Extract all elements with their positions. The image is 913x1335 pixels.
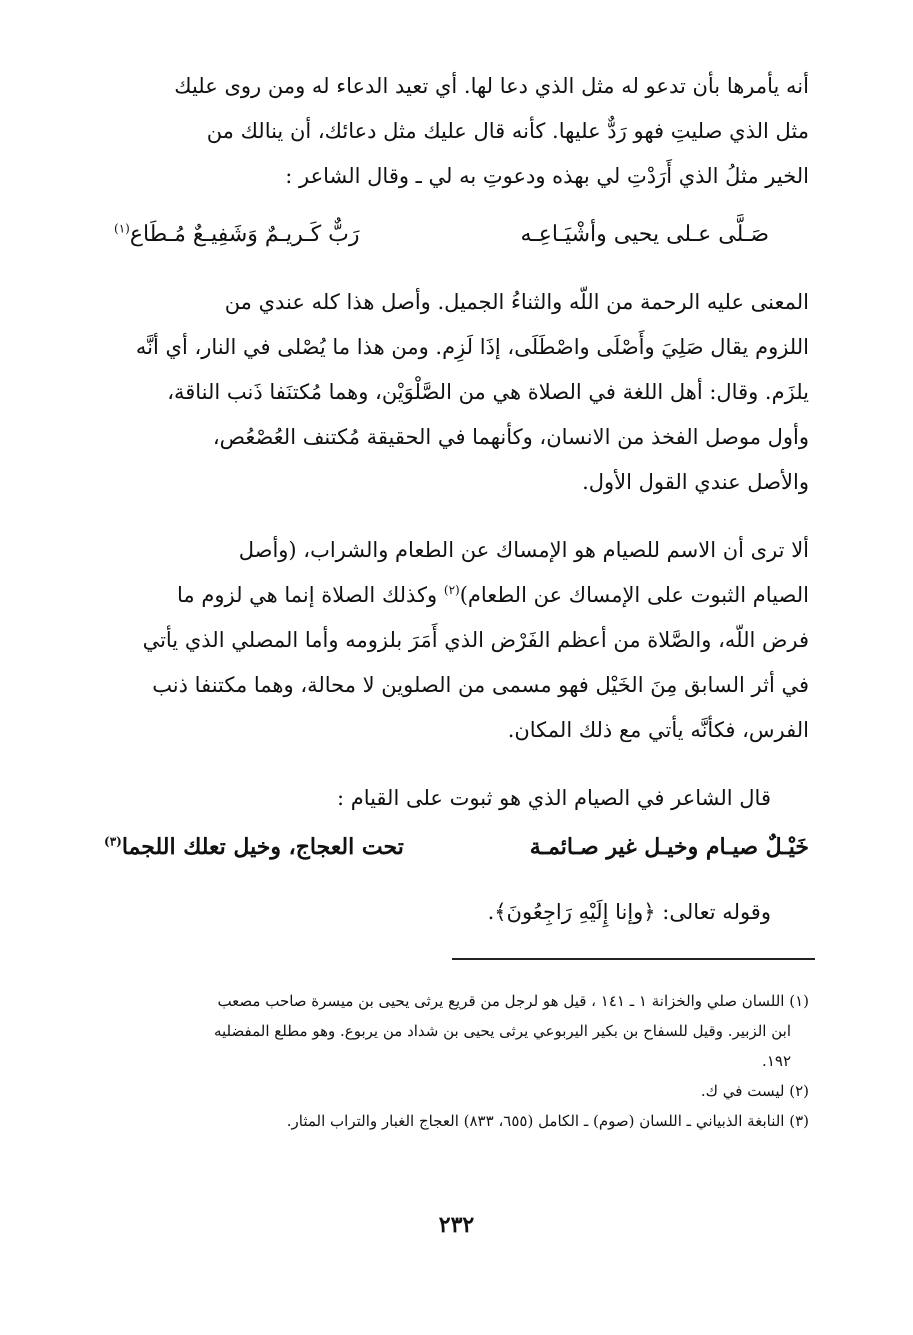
verse-2-second-hemistich [104,834,404,860]
footnote-marker-2: (٢) [443,583,460,597]
text-line: المعنى عليه الرحمة من اللّه والثناءُ الجميل. وأصل هذا كله عندي من [224,290,809,314]
text-line: وأول موصل الفخذ من الانسان، وكأنهما في الحقيقة مُكتنف العُصْعُص، [212,425,809,449]
paragraph-2 [104,280,809,505]
text-line: في أثر السابق مِنَ الخَيْل فهو مسمى من الصلوين لا محالة، وهما مكتنفا ذنب [152,673,809,697]
footnote-1-line: ابن الزبير. وقيل للسفاح بن بكير اليربوعي يرثى يحيى بن شداد من يربوع. وهو مطلع المفضليه [213,1022,791,1040]
text-line: مثل الذي صليتِ فهو رَدٌّ عليها. كأنه قال عليك مثل دعائك، أن ينالك من [206,119,809,143]
footnote-3: (٣) النابغة الذبياني ـ اللسان (صوم) ـ الكامل (٦٥٥، ٨٣٣) العجاج الغبار والتراب المثار. [286,1112,809,1130]
text-line: يلزَم. وقال: أهل اللغة في الصلاة هي من الصَّلْوَيْن، وهما مُكتنَفا ذَنب الناقة، [167,380,809,404]
footnote-2: (٢) ليست في ك. [700,1082,809,1100]
text-line: وقوله تعالى: ﴿وإنا إِلَيْهِ رَاجِعُونَ﴾. [487,900,771,924]
text-line: أنه يأمرها بأن تدعو له مثل الذي دعا لها. أي تعيد الدعاء له ومن روى عليك [174,74,809,98]
text-line [104,573,809,618]
footnote-1-line: ١٩٢. [762,1052,791,1070]
text-line: والأصل عندي القول الأول. [582,470,809,494]
text-line: ألا ترى أن الاسم للصيام هو الإمساك عن الطعام والشراب، (وأصل [238,538,809,562]
verse-2-first-hemistich: خَيْـلٌ صيـام وخيـل غير صـائمـة [529,834,809,860]
paragraph-4 [104,776,809,821]
footnote-marker-1: (١) [114,221,130,236]
verse-1-second-text: رَبٌّ كَـريـمٌ وَشَفِيـعٌ مُـطَاع [129,222,360,247]
text-line: الخير مثلُ الذي أَرَدْتِ لي بهذه ودعوتِ به لي ـ وقال الشاعر : [285,164,809,188]
text-segment: وكذلك الصلاة إنما هي لزوم ما [177,583,438,607]
text-segment: الصيام الثبوت على الإمساك عن الطعام) [459,583,809,607]
verse-2 [104,834,809,874]
text-line: قال الشاعر في الصيام الذي هو ثبوت على القيام : [336,786,771,810]
verse-1-second-hemistich [114,222,360,247]
paragraph-3 [104,528,809,753]
verse-2-second-text: تحت العجاج، وخيل تعلك اللجما [121,834,404,860]
text-line: اللزوم يقال صَلِيَ وأَصْلَى واصْطَلَى، إذَا لَزِم. ومن هذا ما يُصْلى في النار، أي أنَّه [135,335,809,359]
footnotes [104,986,809,1136]
text-line: فرض اللّه، والصَّلاة من أعظم الفَرْض الذي أَمَرَ بلزومه وأما المصلي الذي يأتي [142,628,809,652]
footnote-1-line: (١) اللسان صلي والخزانة ١ ـ ١٤١ ، قيل هو لرجل من قريع يرثى يحيى بن ميسرة صاحب مصعب [217,992,809,1010]
paragraph-1 [104,64,809,199]
page-number: ٢٣٢ [438,1212,475,1238]
footnote-separator [452,958,815,960]
verse-1 [104,222,809,262]
footnote-marker-3: (٣) [104,834,122,849]
verse-1-first-hemistich: صَـلَّى عـلى يحيى وأشْيَـاعِـه [520,222,769,247]
text-line: الفرس، فكأنَّه يأتي مع ذلك المكان. [507,718,809,742]
paragraph-5 [104,890,809,935]
